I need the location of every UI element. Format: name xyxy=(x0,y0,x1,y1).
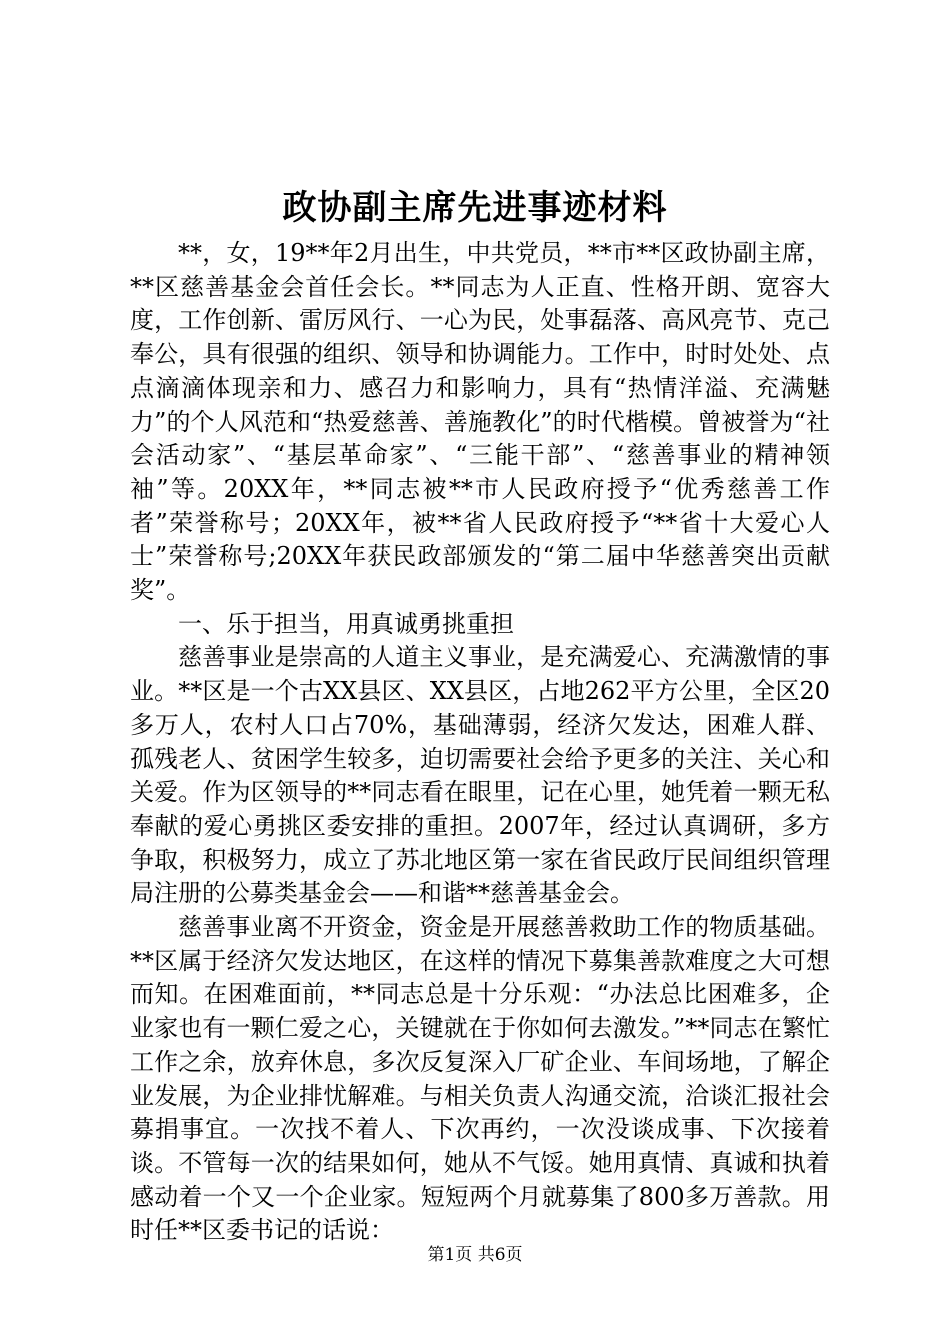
document-title: 政协副主席先进事迹材料 xyxy=(282,188,668,228)
paragraph-intro: **，女，19**年2月出生，中共党员，**市**区政协副主席，**区慈善基金会首任会长。**同志为人正直、性格开朗、宽容大度，工作创新、雷厉风行、一心为民，处事磊落、高风亮节、克己奉公，具有很强的组织、领导和协调能力。工作中，时时处处、点点滴滴体现亲和力、感召力和影响力，具有“热情洋溢、充满魅力”的个人风范和“热爱慈善、善施教化”的时代楷模。曾被誉为“社会活动家”、“基层革命家”、“三能干部”、“慈善事业的精神领袖”等。20XX年，**同志被**市人民政府授予“优秀慈善工作者”荣誉称号；20XX年，被**省人民政府授予“**省十大爱心人士”荣誉称号;20XX年获民政部颁发的“第二届中华慈善突出贡献奖”。 xyxy=(130,239,830,605)
paragraph-section-1-a: 慈善事业是崇高的人道主义事业，是充满爱心、充满激情的事业。**区是一个古XX县区、XX县区，占地262平方公里，全区20多万人，农村人口占70%，基础薄弱，经济欠发达，困难人群、孤残老人、贫困学生较多，迫切需要社会给予更多的关注、关心和关爱。作为区领导的**同志看在眼里，记在心里，她凭着一颗无私奉献的爱心勇挑区委安排的重担。2007年，经过认真调研，多方争取，积极努力，成立了苏北地区第一家在省民政厅民间组织管理局注册的公募类基金会——和谐**慈善基金会。 xyxy=(130,643,830,908)
paragraph-section-1-b: 慈善事业离不开资金，资金是开展慈善救助工作的物质基础。**区属于经济欠发达地区，在这样的情况下募集善款难度之大可想而知。在困难面前，**同志总是十分乐观：“办法总比困难多，企业家也有一颗仁爱之心，关键就在于你如何去激发。”**同志在繁忙工作之余，放弃休息，多次反复深入厂矿企业、车间场地，了解企业发展，为企业排忧解难。与相关负责人沟通交流，洽谈汇报社会募捐事宜。一次找不着人、下次再约，一次没谈成事、下次接着谈。不管每一次的结果如何，她从不气馁。她用真情、真诚和执着感动着一个又一个企业家。短短两个月就募集了800多万善款。用时任**区委书记的话说： xyxy=(130,913,830,1245)
section-heading-1: 一、乐于担当，用真诚勇挑重担 xyxy=(178,609,514,638)
page-footer: 第1页 共6页 xyxy=(427,1245,523,1265)
document-body xyxy=(130,237,830,1248)
